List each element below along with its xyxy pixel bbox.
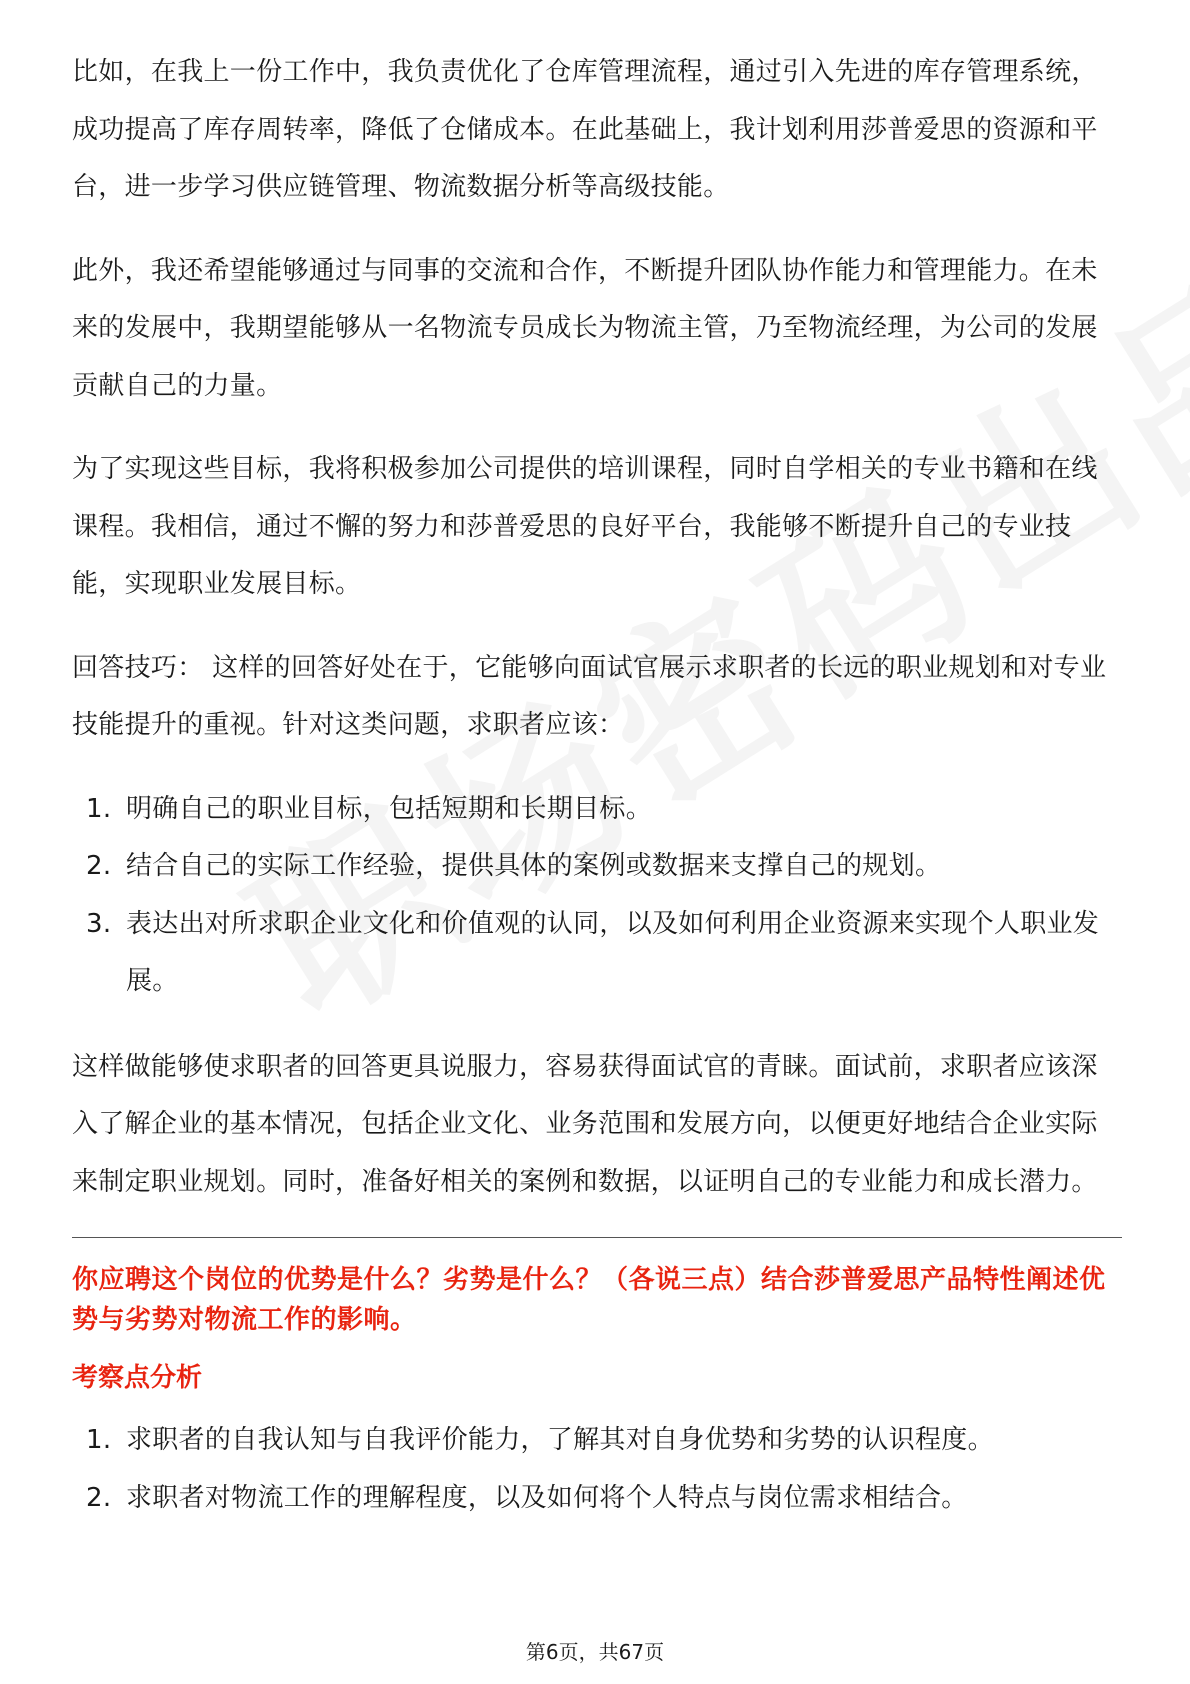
list-text: 求职者的自我认知与自我评价能力，了解其对自身优势和劣势的认识程度。 (126, 1425, 994, 1455)
list-text: 表达出对所求职企业文化和价值观的认同，以及如何利用企业资源来实现个人职业发展。 (126, 908, 1100, 996)
list-number: 2. (86, 851, 112, 881)
list-number: 1. (86, 793, 112, 824)
paragraph-answer-tips: 回答技巧： 这样的回答好处在于，它能够向面试官展示求职者的长远的职业规划和对专业技能提升的重视。针对这类问题，求职者应该： (72, 652, 1107, 740)
analysis-list (72, 1412, 1122, 1527)
list-text: 结合自己的实际工作经验，提供具体的案例或数据来支撑自己的规划。 (126, 851, 942, 881)
paragraph-experience: 比如，在我上一份工作中，我负责优化了仓库管理流程，通过引入先进的库存管理系统，成功提高了库存周转率，降低了仓储成本。在此基础上，我计划利用莎普爱思的资源和平台，进一步学习供应链管理、物流数据分析等高级技能。 (72, 57, 1098, 202)
list-item (72, 1412, 1122, 1470)
paragraph-summary: 这样做能够使求职者的回答更具说服力，容易获得面试官的青睐。面试前，求职者应该深入了解企业的基本情况，包括企业文化、业务范围和发展方向，以便更好地结合企业实际来制定职业规划。同时，准备好相关的案例和数据，以证明自己的专业能力和成长潜力。 (72, 1051, 1098, 1197)
list-item (72, 1470, 1122, 1528)
paragraph-teamwork: 此外，我还希望能够通过与同事的交流和合作，不断提升团队协作能力和管理能力。在未来的发展中，我期望能够从一名物流专员成长为物流主管，乃至物流经理，为公司的发展贡献自己的力量。 (72, 255, 1098, 401)
analysis-heading: 考察点分析 (72, 1363, 203, 1393)
list-number: 3. (86, 908, 112, 939)
interview-question: 你应聘这个岗位的优势是什么？劣势是什么？（各说三点）结合莎普爱思产品特性阐述优势与劣势对物流工作的影响。 (72, 1265, 1106, 1335)
list-item (72, 896, 1122, 1011)
document-content (72, 44, 1122, 1555)
list-number: 2. (86, 1482, 112, 1513)
list-number: 1. (86, 1425, 112, 1455)
tips-list (72, 781, 1122, 1011)
paragraph-training: 为了实现这些目标，我将积极参加公司提供的培训课程，同时自学相关的专业书籍和在线课程。我相信，通过不懈的努力和莎普爱思的良好平台，我能够不断提升自己的专业技能，实现职业发展目标。 (72, 454, 1098, 599)
page-footer: 第6页，共67页 (525, 1640, 665, 1664)
list-item (72, 838, 1122, 896)
list-text: 求职者对物流工作的理解程度，以及如何将个人特点与岗位需求相结合。 (126, 1482, 968, 1513)
section-divider (72, 1237, 1122, 1238)
list-item (72, 781, 1122, 839)
list-text: 明确自己的职业目标，包括短期和长期目标。 (126, 793, 653, 824)
